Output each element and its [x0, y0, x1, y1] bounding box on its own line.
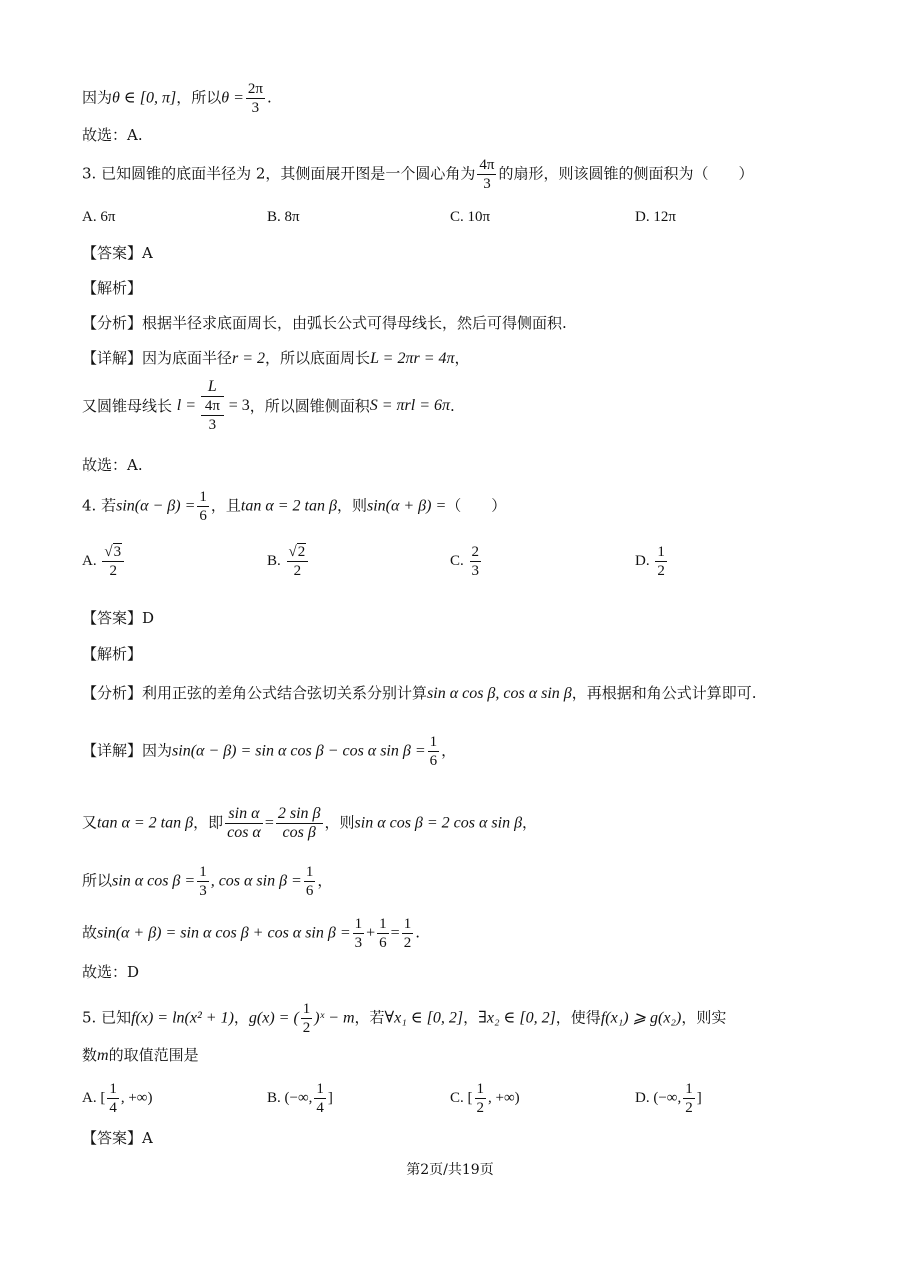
answer: 【答案】A — [82, 1129, 153, 1147]
option-b: B. $\frac{√2}{2}$ — [267, 543, 310, 580]
detail-line: 又tan α = 2 tan β，即 $\frac{\text{sin α}}{\text{cos α}}$ = $\frac{\text{2 sin β}}{\text{cos β}}$ ，则sin α cos β = 2 cos α sin β， — [82, 805, 538, 841]
math: θ ∈ [0, π] — [112, 89, 177, 107]
analysis: 【分析】利用正弦的差角公式结合弦切关系分别计算sin α cos β, cos α sin β，再根据和角公式计算即可. — [82, 684, 757, 702]
text-line — [82, 80, 272, 117]
analysis-heading: 【解析】 — [82, 645, 143, 663]
option-a: A. 6π — [82, 209, 116, 225]
option-a: A. $\frac{√3}{2}$ — [82, 543, 126, 580]
option-b: B. (−∞, $\frac{1}{4}$ ] — [267, 1081, 333, 1116]
detail-line: 又圆锥母线长 l = $\frac{L}{\frac{4\pi}{3}}$ = 3，所以圆锥侧面积S = πrl = 6π. — [82, 378, 455, 433]
question-5: 5. 已知f(x) = ln(x² + 1)，g(x) = ( $\frac{1}{2}$ )ˣ − m，若∀x₁ ∈ [0, 2]，∃x₂ ∈ [0, 2]，使得f(x₁) ⩾ g(x₂)，则实 — [82, 1001, 727, 1036]
question-3 — [82, 156, 754, 193]
page-footer: 第2页/共19页 — [406, 1162, 494, 1178]
question-5-cont: 数m的取值范围是 — [82, 1046, 199, 1064]
text: . — [266, 88, 272, 107]
option-c: C. $\frac{2}{3}$ — [450, 544, 480, 579]
fraction: $\frac{4\pi}{3}$ — [479, 157, 495, 192]
option-a: A. [ $\frac{1}{4}$ , +∞) — [82, 1081, 153, 1116]
option-c: C. 10π — [450, 209, 491, 225]
fraction: $\frac{2\pi}{3}$ — [247, 81, 263, 116]
option-d: D. (−∞, $\frac{1}{2}$ ] — [635, 1081, 702, 1116]
option-d: D. 12π — [635, 209, 676, 225]
detail: 【详解】因为底面半径r = 2，所以底面周长L = 2πr = 4π， — [82, 349, 470, 367]
text-line: 故选：A. — [82, 126, 143, 144]
text: ，所以 — [176, 88, 222, 107]
detail: 【详解】因为sin(α − β) = sin α cos β − cos α sin β = $\frac{1}{6}$ ， — [82, 734, 457, 769]
conclusion: 故选：D — [82, 963, 140, 981]
math: θ = — [221, 89, 244, 107]
answer: 【答案】A — [82, 244, 153, 262]
detail-line: 所以sin α cos β = $\frac{1}{3}$ , cos α sin β = $\frac{1}{6}$ ， — [82, 864, 333, 899]
conclusion: 故选：A. — [82, 456, 143, 474]
option-d: D. $\frac{1}{2}$ — [635, 544, 665, 579]
nested-fraction: $\frac{L}{\frac{4\pi}{3}}$ — [201, 378, 224, 434]
question-4: 4. 若sin(α − β) = $\frac{1}{6}$ ，且tan α = 2 tan β，则sin(α + β) =（ ） — [82, 489, 507, 524]
analysis-heading: 【解析】 — [82, 279, 143, 297]
text: 3. 已知圆锥的底面半径为 2，其侧面展开图是一个圆心角为 — [82, 164, 476, 183]
option-c: C. [ $\frac{1}{2}$ , +∞) — [450, 1081, 520, 1116]
detail-line: 故sin(α + β) = sin α cos β + cos α sin β = $\frac{1}{3}$ + $\frac{1}{6}$ = $\frac{1}{2}$ . — [82, 916, 420, 951]
analysis: 【分析】根据半径求底面周长，由弧长公式可得母线长，然后可得侧面积. — [82, 314, 567, 332]
text: 的扇形，则该圆锥的侧面积为（ ） — [498, 164, 754, 183]
text: 因为 — [82, 88, 113, 107]
answer: 【答案】D — [82, 609, 155, 627]
option-b: B. 8π — [267, 209, 300, 225]
